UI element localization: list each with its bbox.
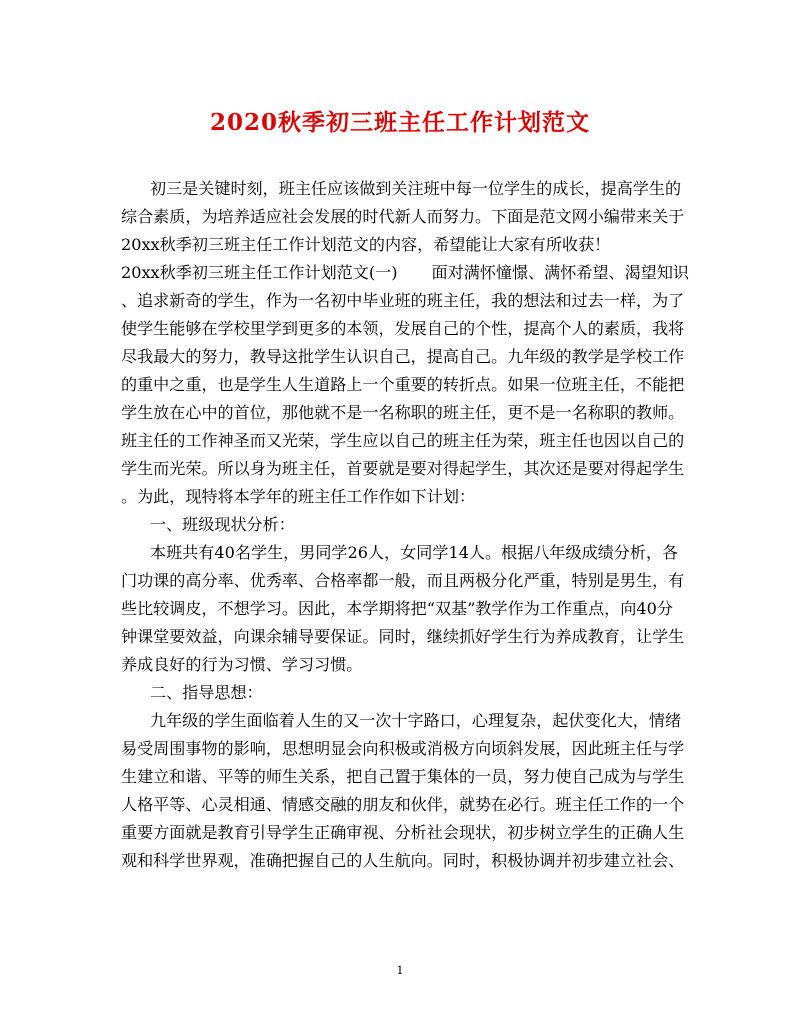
paragraph-line: 养成良好的行为习惯、学习习惯。 <box>121 655 363 674</box>
paragraph-line: 的重中之重，也是学生人生道路上一个重要的转折点。如果一位班主任，不能把 <box>121 375 685 394</box>
paragraph-line: 班主任的工作神圣而又光荣，学生应以自己的班主任为荣，班主任也因以自己的 <box>121 431 685 450</box>
paragraph-line: 、追求新奇的学生，作为一名初中毕业班的班主任，我的想法和过去一样，为了 <box>121 291 685 310</box>
document-title: 2020秋季初三班主任工作计划范文 <box>209 109 590 136</box>
paragraph-line: 门功课的高分率、优秀率、合格率都一般，而且两极分化严重，特别是男生，有 <box>121 571 685 590</box>
paragraph-line: 重要方面就是教育引导学生正确审视、分析社会现状，初步树立学生的正确人生 <box>121 823 685 842</box>
section-heading: 二、指导思想： <box>150 683 263 702</box>
section-heading: 一、班级现状分析： <box>150 515 295 534</box>
paragraph-line: 学生而光荣。所以身为班主任，首要就是要对得起学生，其次还是要对得起学生 <box>121 459 685 478</box>
paragraph-line: 生建立和谐、平等的师生关系，把自己置于集体的一员，努力使自己成为与学生 <box>121 767 685 786</box>
page-number: 1 <box>396 964 404 977</box>
paragraph-line: 钟课堂要效益，向课余辅导要保证。同时，继续抓好学生行为养成教育，让学生 <box>121 627 685 646</box>
paragraph-text: 面对满怀憧憬、满怀希望、渴望知识 <box>431 263 690 282</box>
paragraph-line: 些比较调皮，不想学习。因此，本学期将把“双基”教学作为工作重点，向40分 <box>121 599 673 618</box>
paragraph-line: 观和科学世界观，准确把握自己的人生航向。同时，积极协调并初步建立社会、 <box>121 851 685 870</box>
paragraph-line: 综合素质，为培养适应社会发展的时代新人而努力。下面是范文网小编带来关于 <box>121 207 685 226</box>
paragraph-line: 尽我最大的努力，教导这批学生认识自己，提高自己。九年级的教学是学校工作 <box>121 347 685 366</box>
paragraph-line: 初三是关键时刻，班主任应该做到关注班中每一位学生的成长，提高学生的 <box>150 179 682 198</box>
paragraph-line: 20xx秋季初三班主任工作计划范文的内容，希望能让大家有所收获！ <box>121 235 611 254</box>
paragraph-line: 。为此，现特将本学年的班主任工作作如下计划： <box>121 487 476 506</box>
paragraph-line: 九年级的学生面临着人生的又一次十字路口，心理复杂，起伏变化大，情绪 <box>150 711 682 730</box>
section-heading: 20xx秋季初三班主任工作计划范文(一) <box>121 263 398 282</box>
paragraph-line: 易受周围事物的影响，思想明显会向积极或消极方向顷斜发展，因此班主任与学 <box>121 739 685 758</box>
paragraph-line <box>121 259 690 287</box>
paragraph-line: 本班共有40名学生，男同学26人，女同学14人。根据八年级成绩分析，各 <box>150 543 679 562</box>
paragraph-line: 人格平等、心灵相通、情感交融的朋友和伙伴，就势在必行。班主任工作的一个 <box>121 795 685 814</box>
paragraph-line: 学生放在心中的首位，那他就不是一名称职的班主任，更不是一名称职的教师。 <box>121 403 685 422</box>
paragraph-line: 使学生能够在学校里学到更多的本领，发展自己的个性，提高个人的素质，我将 <box>121 319 685 338</box>
